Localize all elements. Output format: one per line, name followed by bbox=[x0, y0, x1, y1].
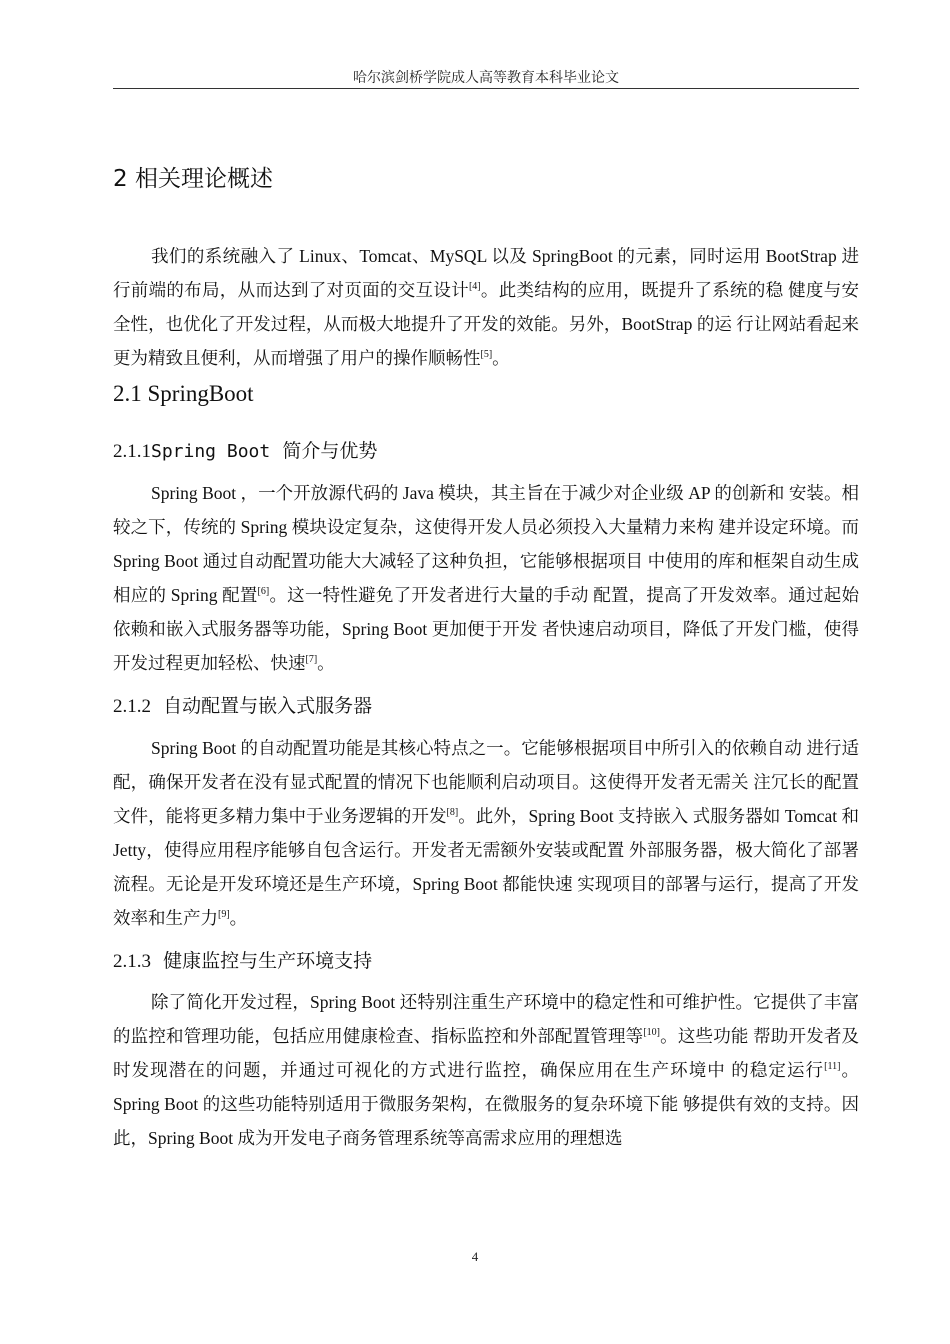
citation-5: [5] bbox=[480, 349, 493, 361]
subsection-number: 2.1.3 bbox=[113, 951, 151, 972]
citation-7: [7] bbox=[305, 654, 318, 666]
subsection-title-2-1-2 bbox=[113, 691, 372, 718]
citation-9: [9] bbox=[218, 909, 230, 921]
running-header: 哈尔滨剑桥学院成人高等教育本科毕业论文 bbox=[353, 71, 619, 86]
paragraph-text-1: Spring Boot ，一个开放源代码的 Java 模块，其主旨在于减少对企业级 AP 的创新和 安装。相较之下，传统的 Spring 模块设定复杂，这使得开发人员必须投入大量精力来构 建并设定环境。而 Spring Boot 通过自动配置功能大大减轻了这种负担，它能够根据项目 中使用的库和框架自动生成相应的 Spring 配置 bbox=[113, 483, 859, 605]
citation-8: [8] bbox=[446, 807, 459, 819]
paragraph-text-3: 。 bbox=[317, 653, 335, 673]
paragraph-2-1-1 bbox=[113, 476, 859, 680]
section-title-2-1: 2.1 SpringBoot bbox=[113, 381, 254, 406]
citation-6: [6] bbox=[257, 586, 270, 598]
header-rule bbox=[113, 88, 859, 89]
paragraph-text-1: 除了简化开发过程，Spring Boot 还特别注重生产环境中的稳定性和可维护性。它提供了丰富的监控和管理功能，包括应用健康检查、指标监控和外部配置管理等 bbox=[113, 992, 859, 1046]
paragraph-text-2: 。这些功能 帮助开发者及时发现潜在的问题，并通过可视化的方式进行监控，确保应用在生产环境中 的稳定运行 bbox=[113, 1026, 860, 1080]
intro-paragraph bbox=[113, 239, 859, 375]
subsection-title-2-1-1 bbox=[113, 436, 377, 463]
subsection-number: 2.1.2 bbox=[113, 696, 151, 717]
citation-4: [4] bbox=[468, 281, 481, 293]
page-number: 4 bbox=[471, 1249, 479, 1264]
intro-text-2: 。此类结构的应用，既提升了系统的稳 健度与安全性，也优化了开发过程，从而极大地提升了开发的效能。另外，BootStrap 的运 行让网站看起来更为精致且便利，从而增强了用户的操作顺畅性 bbox=[113, 280, 860, 368]
citation-11: [11] bbox=[824, 1061, 841, 1073]
intro-text-3: 。 bbox=[492, 348, 510, 368]
paragraph-2-1-2 bbox=[113, 731, 859, 935]
intro-text-1: 我们的系统融入了 Linux、Tomcat、MySQL 以及 SpringBoot 的元素，同时运用 BootStrap 进行前端的布局，从而达到了对页面的交互设计 bbox=[113, 246, 859, 300]
paragraph-text-3: 。 bbox=[229, 908, 248, 928]
subsection-label: 健康监控与生产环境支持 bbox=[163, 950, 373, 972]
paragraph-text-2: 。此外，Spring Boot 支持嵌入 式服务器如 Tomcat 和 Jetty，使得应用程序能够自包含运行。开发者无需额外安装或配置 外部服务器，极大简化了部署流程。无论是开发环境还是生产环境，Spring Boot 都能快速 实现项目的部署与运行，提高了开发效率和生产力 bbox=[113, 806, 860, 928]
subsection-number: 2.1.1 bbox=[113, 441, 151, 462]
subsection-label: 简介与优势 bbox=[282, 440, 378, 462]
paragraph-2-1-3 bbox=[113, 985, 859, 1155]
paragraph-text-3: 。Spring Boot 的这些功能特别适用于微服务架构，在微服务的复杂环境下能 够提供有效的支持。因此，Spring Boot 成为开发电子商务管理系统等高需求应用的理想选 bbox=[113, 1060, 860, 1148]
subsection-title-2-1-3 bbox=[113, 946, 372, 973]
subsection-latin-term: Spring Boot bbox=[151, 441, 271, 462]
paragraph-text-2: 。这一特性避免了开发者进行大量的手动 配置，提高了开发效率。通过起始依赖和嵌入式服务器等功能，Spring Boot 更加便于开发 者快速启动项目，降低了开发门槛，使得开发过程更加轻松、快速 bbox=[113, 585, 859, 673]
subsection-label: 自动配置与嵌入式服务器 bbox=[163, 695, 373, 717]
paragraph-text-1: Spring Boot 的自动配置功能是其核心特点之一。它能够根据项目中所引入的依赖自动 进行适配，确保开发者在没有显式配置的情况下也能顺利启动项目。这使得开发者无需关 注冗长的配置文件，能将更多精力集中于业务逻辑的开发 bbox=[113, 738, 859, 826]
citation-10: [10] bbox=[643, 1027, 660, 1039]
chapter-title: 2 相关理论概述 bbox=[113, 166, 273, 192]
